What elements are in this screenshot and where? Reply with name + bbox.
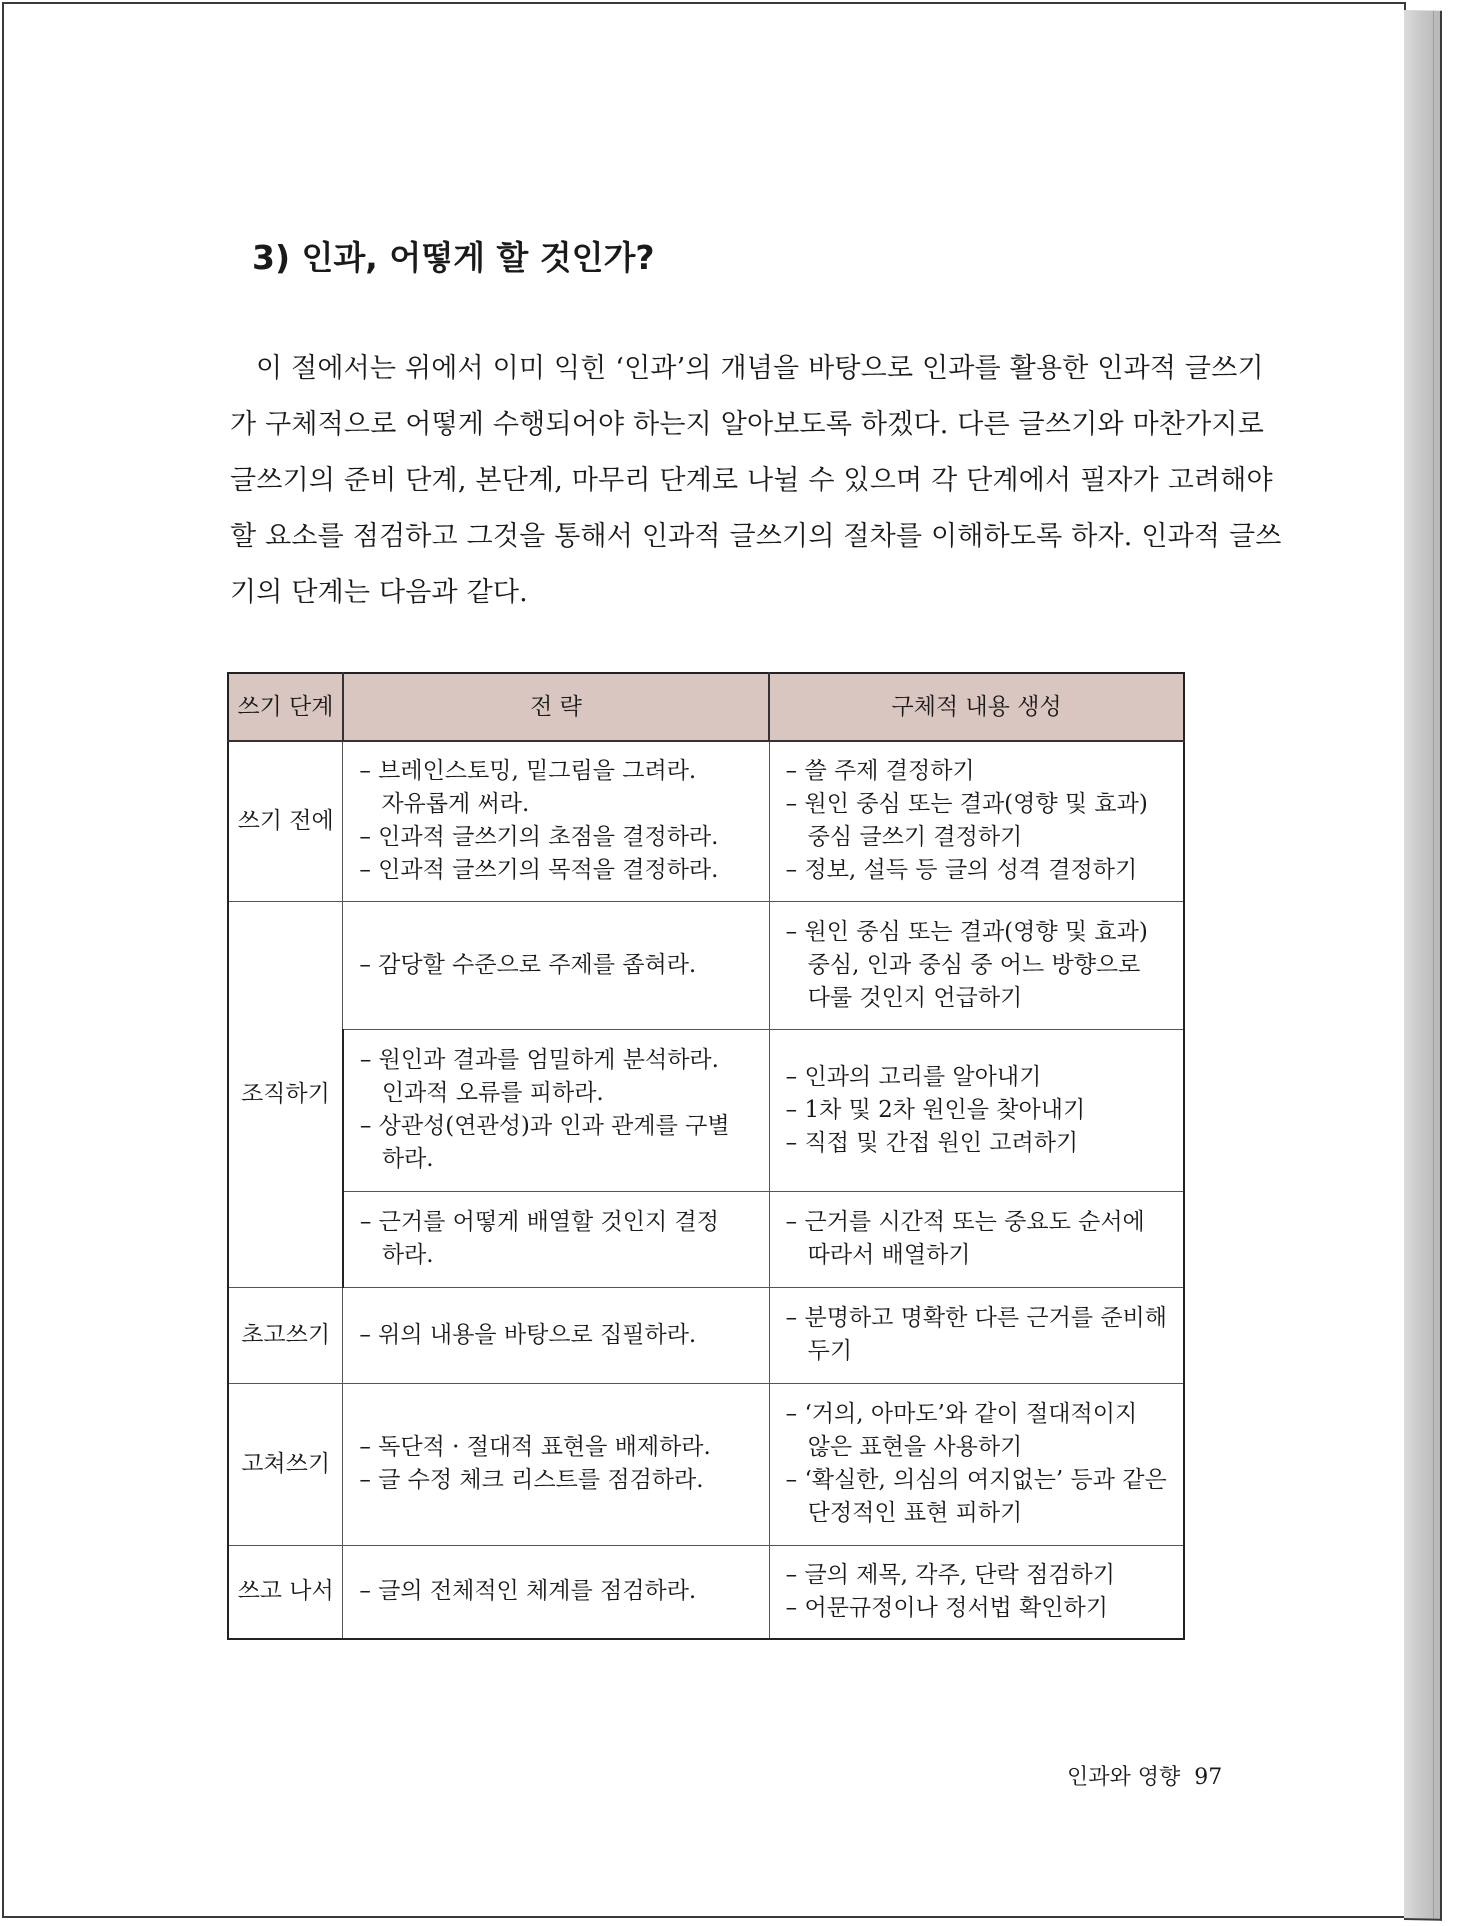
stage-cell: 고쳐쓰기 (228, 1383, 343, 1545)
detail-line: 중심 글쓰기 결정하기 (807, 824, 1023, 851)
strategy-line: – 상관성(연관성)과 인과 관계를 구별 (359, 1113, 730, 1139)
detail-line: 따라서 배열하기 (807, 1242, 971, 1268)
section-heading: 3) 인과, 어떻게 할 것인가? (252, 238, 655, 277)
table-row (228, 1383, 1184, 1545)
detail-line: – 원인 중심 또는 결과(영향 및 효과) (785, 918, 1148, 945)
table-row (228, 741, 1184, 901)
detail-line: 두기 (807, 1338, 853, 1364)
detail-line: – 글의 제목, 각주, 단락 점검하기 (785, 1561, 1115, 1588)
detail-cell (769, 901, 1184, 1029)
strategy-cell (343, 1545, 769, 1639)
detail-cell (769, 1287, 1184, 1383)
detail-line: – ‘확실한, 의심의 여지없는’ 등과 같은 (785, 1467, 1167, 1493)
strategy-cell (343, 1191, 769, 1287)
paragraph-line: 기의 단계는 다음과 같다. (230, 577, 528, 608)
strategy-line: 인과적 오류를 피하라. (381, 1080, 604, 1106)
intro-paragraph (230, 341, 1282, 621)
detail-line: 않은 표현을 사용하기 (807, 1434, 1023, 1460)
header-stage: 쓰기 단계 (228, 673, 343, 741)
table-header-row (228, 673, 1184, 741)
strategy-line: – 글의 전체적인 체계를 점검하라. (359, 1578, 697, 1605)
detail-line: – 1차 및 2차 원인을 찾아내기 (785, 1096, 1086, 1123)
page-footer: 인과와 영향 97 (1067, 1765, 1223, 1790)
stage-cell: 조직하기 (228, 901, 343, 1287)
table-row (228, 1029, 1184, 1191)
detail-line: – 어문규정이나 정서법 확인하기 (785, 1594, 1108, 1621)
paragraph-line: 글쓰기의 준비 단계, 본단계, 마무리 단계로 나뉠 수 있으며 각 단계에서 필자가 고려해야 (230, 465, 1273, 496)
strategy-line: 하라. (381, 1146, 434, 1172)
strategy-line: 하라. (381, 1242, 434, 1268)
stage-cell: 쓰고 나서 (228, 1545, 343, 1639)
detail-cell (769, 1383, 1184, 1545)
detail-cell (769, 1029, 1184, 1191)
strategy-cell (343, 1383, 769, 1545)
detail-line: 중심, 인과 중심 중 어느 방향으로 (807, 951, 1141, 978)
detail-line: – 쓸 주제 결정하기 (785, 758, 975, 785)
paragraph-line: 할 요소를 점검하고 그것을 통해서 인과적 글쓰기의 절차를 이해하도록 하자. 인과적 글쓰 (230, 521, 1282, 552)
writing-steps-table (227, 672, 1185, 1640)
strategy-line: – 인과적 글쓰기의 초점을 결정하라. (359, 824, 719, 851)
strategy-line: – 인과적 글쓰기의 목적을 결정하라. (359, 857, 719, 884)
strategy-line: – 위의 내용을 바탕으로 집필하라. (359, 1321, 697, 1348)
detail-line: – 정보, 설득 등 글의 성격 결정하기 (785, 857, 1138, 884)
strategy-line: – 브레인스토밍, 밑그림을 그려라. (359, 758, 697, 785)
detail-line: – 인과의 고리를 알아내기 (785, 1063, 1042, 1090)
paragraph-line: 가 구체적으로 어떻게 수행되어야 하는지 알아보도록 하겠다. 다른 글쓰기와 마찬가지로 (230, 409, 1264, 440)
detail-cell (769, 1191, 1184, 1287)
header-strategy: 전 략 (343, 673, 769, 741)
paragraph-line: 이 절에서는 위에서 이미 익힌 ‘인과’의 개념을 바탕으로 인과를 활용한 인과적 글쓰기 (256, 353, 1264, 384)
table-row (228, 1191, 1184, 1287)
strategy-line: – 독단적 · 절대적 표현을 배제하라. (359, 1434, 711, 1460)
detail-cell (769, 1545, 1184, 1639)
detail-cell (769, 741, 1184, 901)
stage-cell: 쓰기 전에 (228, 741, 343, 901)
detail-line: – 직접 및 간접 원인 고려하기 (785, 1129, 1079, 1156)
detail-line: – 근거를 시간적 또는 중요도 순서에 (785, 1209, 1145, 1235)
table-row (228, 901, 1184, 1029)
detail-line: 단정적인 표현 피하기 (807, 1500, 1023, 1526)
strategy-line: – 글 수정 체크 리스트를 점검하라. (359, 1467, 704, 1493)
table-row (228, 1287, 1184, 1383)
strategy-cell (343, 1287, 769, 1383)
strategy-line: – 원인과 결과를 엄밀하게 분석하라. (359, 1047, 719, 1073)
strategy-cell (343, 1029, 769, 1191)
detail-line: 다룰 것인지 언급하기 (807, 984, 1023, 1011)
strategy-line: 자유롭게 써라. (381, 791, 530, 818)
table-row (228, 1545, 1184, 1639)
detail-line: – ‘거의, 아마도’와 같이 절대적이지 (785, 1401, 1138, 1427)
header-detail: 구체적 내용 생성 (769, 673, 1184, 741)
strategy-line: – 근거를 어떻게 배열할 것인지 결정 (359, 1209, 719, 1235)
stage-cell: 초고쓰기 (228, 1287, 343, 1383)
page-stack-edge (1404, 10, 1442, 1921)
strategy-cell (343, 741, 769, 901)
detail-line: – 분명하고 명확한 다른 근거를 준비해 (785, 1305, 1167, 1331)
book-page (2, 2, 1406, 1918)
strategy-line: – 감당할 수준으로 주제를 좁혀라. (359, 951, 697, 978)
strategy-cell (343, 901, 769, 1029)
detail-line: – 원인 중심 또는 결과(영향 및 효과) (785, 791, 1148, 818)
